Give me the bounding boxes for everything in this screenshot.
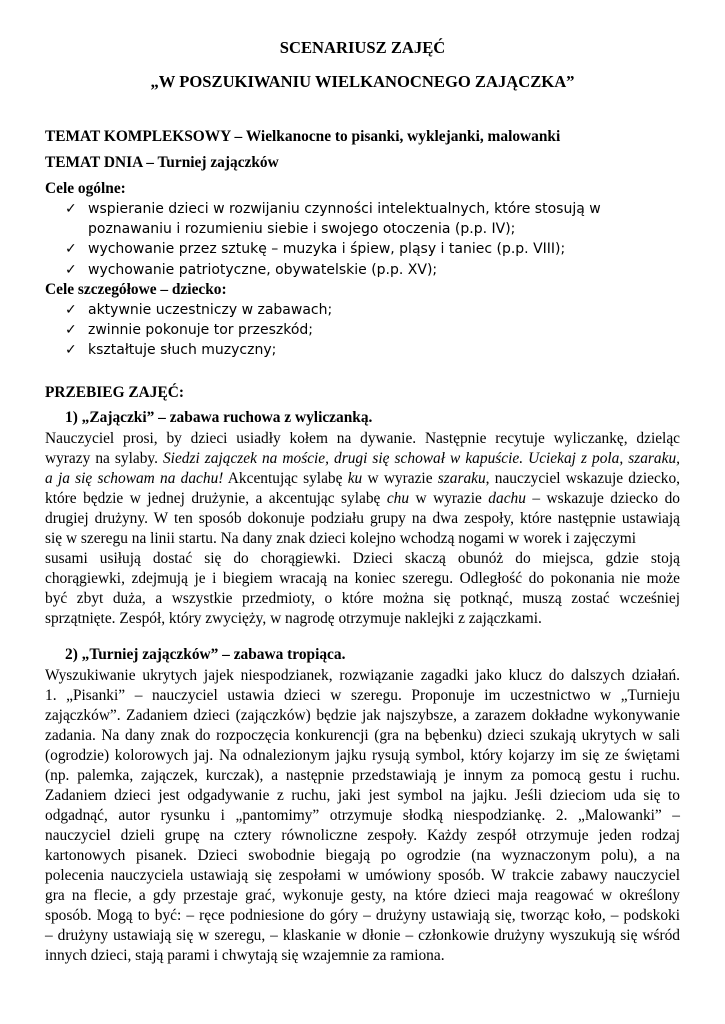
page-subtitle: „W POSZUKIWANIU WIELKANOCNEGO ZAJĄCZKA” bbox=[150, 72, 575, 91]
activity-1-line: susami usiłują dostać się do chorągiewki. Dzieci skaczą obunóż do miejsca, gdzie stoją bbox=[45, 550, 680, 567]
check-icon: ✓ bbox=[65, 201, 77, 217]
activity-2-line: Zadaniem dzieci jest odgadywanie z ruchu, jaki jest symbol na jajku. Jeśli dzieciom uda się to bbox=[45, 787, 680, 804]
check-icon: ✓ bbox=[65, 241, 77, 257]
cele-ogolne-item: wychowanie patriotyczne, obywatelskie (p.p. XV); bbox=[88, 262, 438, 278]
activity-1-line: się w szeregu na linii startu. Na dany znak dzieci kolejno wchodzą nogami w worek i zajęczymi bbox=[45, 530, 637, 547]
activity-2-line: nauczyciel dzieli grupę na cztery równoliczne zespoły. Każdy zespół otrzymuje jeden rodzaj bbox=[45, 827, 680, 844]
temat-dnia: TEMAT DNIA – Turniej zajączków bbox=[45, 154, 279, 171]
cele-szczegolowe-item: zwinnie pokonuje tor przeszkód; bbox=[88, 322, 313, 338]
activity-2-line: – drużyny ustawiają się w szeregu, – klaskanie w dłonie – członkowie drużyny wyszukują się wśród bbox=[45, 927, 680, 944]
activity-2-line: odgadnąć, autor rysunku i „pantomimy” otrzymuje słodką niespodziankę. 2. „Malowanki” – bbox=[45, 807, 680, 824]
activity-2-heading: 2) „Turniej zajączków” – zabawa tropiąca. bbox=[65, 646, 346, 663]
activity-1-line: które będzie w jednej drużynie, a akcentując sylabę chu w wyrazie dachu – wskazuje dziecko do bbox=[45, 490, 680, 507]
cele-szczegolowe-heading: Cele szczegółowe – dziecko: bbox=[45, 281, 227, 298]
przebieg-heading: PRZEBIEG ZAJĘĆ: bbox=[45, 384, 184, 401]
activity-2-line: Wyszukiwanie ukrytych jajek niespodzianek, rozwiązanie zagadki jako klucz do dalszych działań. bbox=[45, 667, 680, 684]
cele-szczegolowe-item: aktywnie uczestniczy w zabawach; bbox=[88, 302, 333, 318]
activity-2-line: innych dzieci, stają parami i chwytają się wzajemnie za ramiona. bbox=[45, 947, 445, 964]
activity-2-line: zajączków”. Zadaniem dzieci (zajączków) będzie jak najszybsze, a zarazem dokładne wykonywanie bbox=[45, 707, 680, 724]
activity-2-line: sposób. Mogą to być: – ręce podniesione do góry – drużyny ustawiają się, tworząc koło, – podskoki bbox=[45, 907, 680, 924]
page-title: SCENARIUSZ ZAJĘĆ bbox=[279, 38, 446, 57]
check-icon: ✓ bbox=[65, 322, 77, 338]
check-icon: ✓ bbox=[65, 302, 77, 318]
activity-1-line: wyrazy na sylaby. Siedzi zajączek na moście, drugi się schował w kapuście. Uciekaj z pola, szaraku, bbox=[45, 450, 680, 467]
activity-2-line: 1. „Pisanki” – nauczyciel ustawia dzieci w szeregu. Proponuje im uczestnictwo w „Turnieju bbox=[45, 687, 680, 704]
cele-ogolne-heading: Cele ogólne: bbox=[45, 180, 126, 197]
activity-2-line: (ogrodzie) kolorowych jaj. Na odnalezionym jajku rysują symbol, który kojarzy im się ze świętami bbox=[45, 747, 680, 764]
activity-1-line: chorągiewki, zdejmują je i biegiem wracają na koniec szeregu. Odległość do pokonania nie może bbox=[45, 570, 680, 587]
activity-2-line: polecenia nauczyciela ustawiają się zespołami w umówiony sposób. W trakcie zabawy nauczyciel bbox=[45, 867, 680, 884]
activity-2-line: gra na flecie, a gdy przestaje grać, wykonuje gesty, na które dzieci maja reagować w określony bbox=[45, 887, 680, 904]
activity-2-line: kartonowych pisanek. Dzieci swobodnie biegają po ogrodzie (na wyznaczonym polu), a na bbox=[45, 847, 680, 864]
activity-1-heading: 1) „Zajączki” – zabawa ruchowa z wyliczanką. bbox=[65, 409, 373, 426]
temat-kompleksowy: TEMAT KOMPLEKSOWY – Wielkanocne to pisanki, wyklejanki, malowanki bbox=[45, 128, 561, 145]
check-icon: ✓ bbox=[65, 342, 77, 358]
activity-1-line: sprzątnięte. Zespół, który zwycięży, w nagrodę otrzymuje naklejki z zajączkami. bbox=[45, 610, 542, 627]
activity-1-line: być zbyt duża, a wszystkie przedmioty, o które można się potknąć, muszą zostać wcześniej bbox=[45, 590, 680, 607]
activity-1-line: a ja się schowam na dachu! Akcentując sylabę ku w wyrazie szaraku, nauczyciel wskazuje dziecko, bbox=[45, 470, 681, 487]
check-icon: ✓ bbox=[65, 262, 77, 278]
activity-2-line: (np. palemka, zajączek, kurczak), a następnie przedstawiają je innym za pomocą gestu i ruchu. bbox=[45, 767, 680, 784]
cele-ogolne-item-cont: poznawaniu i rozumieniu siebie i swojego otoczenia (p.p. IV); bbox=[88, 221, 516, 237]
activity-1-line: Nauczyciel prosi, by dzieci usiadły kołem na dywanie. Następnie recytuje wyliczankę, dzieląc bbox=[45, 430, 680, 447]
activity-2-line: zadania. Na dany znak do rozpoczęcia konkurencji (gra na bębenku) dzieci szukają ukrytych w sali bbox=[45, 727, 680, 744]
cele-szczegolowe-item: kształtuje słuch muzyczny; bbox=[88, 342, 277, 358]
cele-ogolne-item: wspieranie dzieci w rozwijaniu czynności intelektualnych, które stosują w bbox=[88, 201, 601, 217]
cele-ogolne-item: wychowanie przez sztukę – muzyka i śpiew, pląsy i taniec (p.p. VIII); bbox=[88, 241, 566, 257]
activity-1-line: drugiej drużyny. W ten sposób dokonuje podziału grupy na dwa zespoły, które następnie ustawiają bbox=[45, 510, 680, 527]
